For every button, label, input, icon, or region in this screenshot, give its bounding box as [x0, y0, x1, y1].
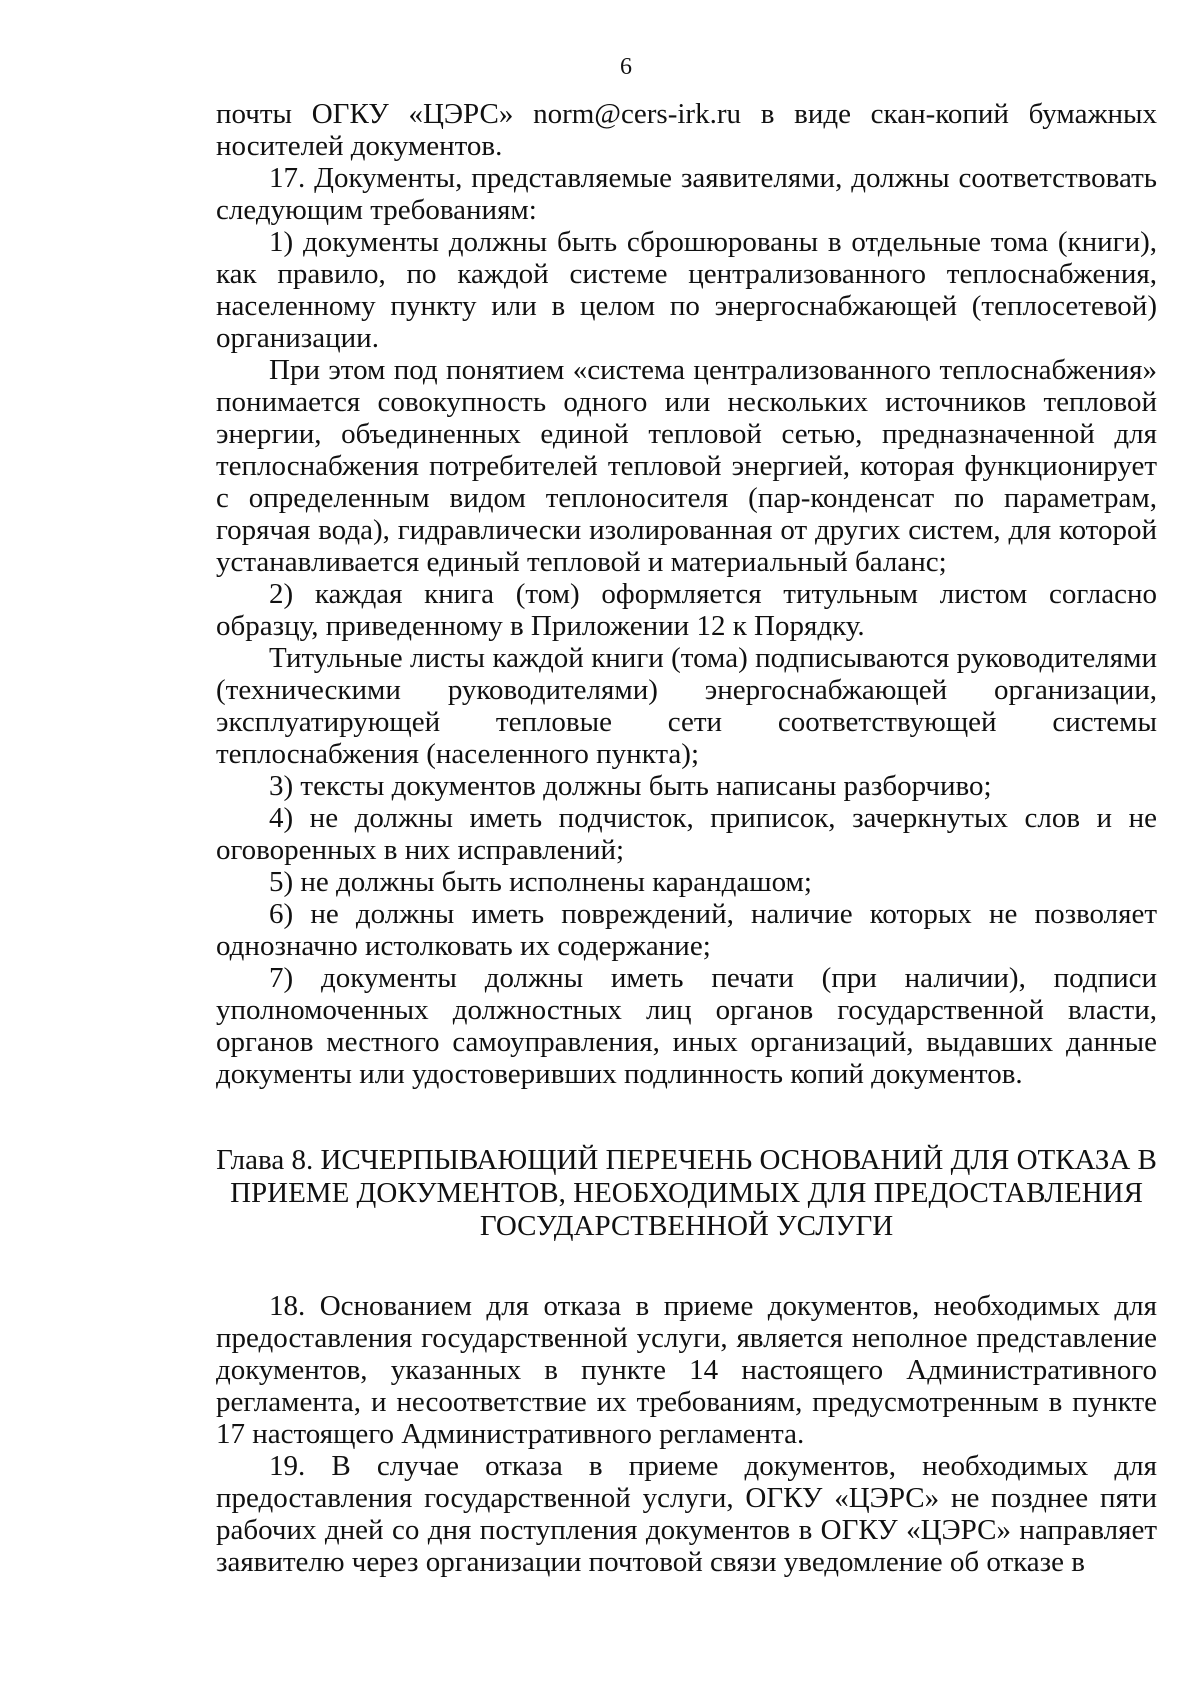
body-text-top	[216, 98, 1157, 1090]
paragraph-p17-2b: Титульные листы каждой книги (тома) подписываются руководителями (техническими руководителями) энергоснабжающей организации, эксплуатирующей тепловые сети соответствующей системы теплоснабжения (населенного пункта);	[216, 642, 1157, 770]
paragraph-p17-4: 4) не должны иметь подчисток, приписок, зачеркнутых слов и не оговоренных в них исправлений;	[216, 802, 1157, 866]
chapter-heading	[216, 1144, 1157, 1243]
paragraph-p17-7: 7) документы должны иметь печати (при наличии), подписи уполномоченных должностных лиц органов государственной власти, органов местного самоуправления, иных организаций, выдавших данные документы или удостоверивших подлинность копий документов.	[216, 962, 1157, 1090]
paragraph-p18: 18. Основанием для отказа в приеме документов, необходимых для предоставления государственной услуги, является неполное представление документов, указанных в пункте 14 настоящего Административного регламента, и несоответствие их требованиям, предусмотренным в пункте 17 настоящего Административного регламента.	[216, 1290, 1157, 1450]
chapter-heading-line-3: ГОСУДАРСТВЕННОЙ УСЛУГИ	[479, 1210, 894, 1242]
paragraph-p17: 17. Документы, представляемые заявителями, должны соответствовать следующим требованиям:	[216, 162, 1157, 226]
chapter-heading-line-1: Глава 8. ИСЧЕРПЫВАЮЩИЙ ПЕРЕЧЕНЬ ОСНОВАНИЙ ДЛЯ ОТКАЗА В	[216, 1144, 1157, 1176]
page-number: 6	[620, 54, 632, 80]
paragraph-p19: 19. В случае отказа в приеме документов, необходимых для предоставления государственной услуги, ОГКУ «ЦЭРС» не позднее пяти рабочих дней со дня поступления документов в ОГКУ «ЦЭРС» направляет заявителю через организации почтовой связи уведомление об отказе в	[216, 1450, 1157, 1578]
body-text-bottom	[216, 1290, 1157, 1578]
paragraph-p17-1b: При этом под понятием «система централизованного теплоснабжения» понимается совокупность одного или нескольких источников тепловой энергии, объединенных единой тепловой сетью, предназначенной для теплоснабжения потребителей тепловой энергией, которая функционирует с определенным видом теплоносителя (пар-конденсат по параметрам, горячая вода), гидравлически изолированная от других систем, для которой устанавливается единый тепловой и материальный баланс;	[216, 354, 1157, 578]
paragraph-p17-1: 1) документы должны быть сброшюрованы в отдельные тома (книги), как правило, по каждой системе централизованного теплоснабжения, населенному пункту или в целом по энергоснабжающей (теплосетевой) организации.	[216, 226, 1157, 354]
paragraph-p0: почты ОГКУ «ЦЭРС» norm@cers-irk.ru в виде скан-копий бумажных носителей документов.	[216, 98, 1157, 162]
paragraph-p17-2: 2) каждая книга (том) оформляется титульным листом согласно образцу, приведенному в Приложении 12 к Порядку.	[216, 578, 1157, 642]
paragraph-p17-3: 3) тексты документов должны быть написаны разборчиво;	[269, 770, 992, 802]
chapter-heading-line-2: ПРИЕМЕ ДОКУМЕНТОВ, НЕОБХОДИМЫХ ДЛЯ ПРЕДОСТАВЛЕНИЯ	[230, 1177, 1143, 1209]
paragraph-p17-6: 6) не должны иметь повреждений, наличие которых не позволяет однозначно истолковать их содержание;	[216, 898, 1157, 962]
paragraph-p17-5: 5) не должны быть исполнены карандашом;	[269, 866, 812, 898]
